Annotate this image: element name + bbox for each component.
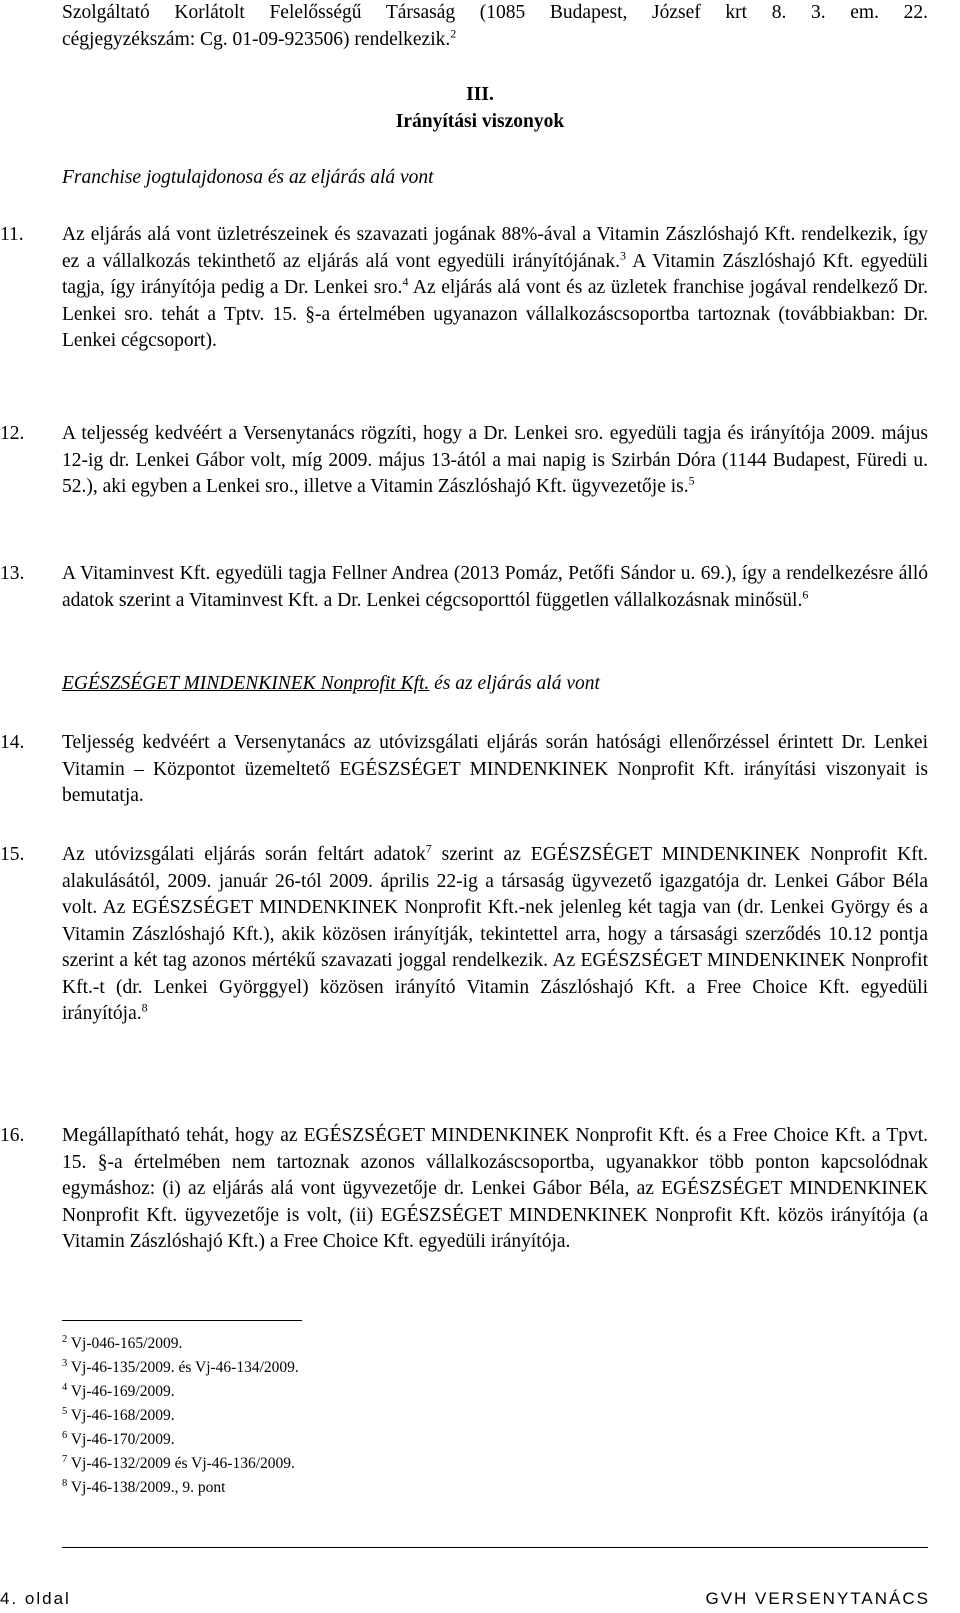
- section-title: Irányítási viszonyok: [395, 111, 565, 132]
- subheading-rest: és az eljárás alá vont: [429, 673, 600, 694]
- paragraph-number: 15.: [0, 844, 25, 865]
- footnote-text: Vj-46-170/2009.: [70, 1431, 175, 1448]
- paragraph-16: [0, 1123, 928, 1256]
- footnote-item: [62, 1356, 299, 1380]
- text-segment: A Vitaminvest Kft. egyedüli tagja Fellner Andrea (2013 Pomáz, Petőfi Sándor u. 69.), így a rendelkezésre álló adatok szerint a Vitaminvest Kft. a Dr. Lenkei cégcsoporttól független vállalkozásnak minősül.: [62, 563, 928, 611]
- footnote-ref[interactable]: 6: [802, 587, 809, 601]
- footnote-ref[interactable]: 7: [425, 841, 432, 856]
- footnote-ref[interactable]: 5: [688, 473, 695, 488]
- paragraph-body: [62, 222, 928, 355]
- paragraph-body: [62, 842, 928, 1028]
- text-segment: A Vitamin Zászlóshajó Kft. egyedüli tagja, így irányítója pedig a Dr. Lenkei sro.: [62, 250, 928, 298]
- paragraph-15: [0, 841, 928, 1028]
- footnote-ref[interactable]: 4: [402, 274, 409, 289]
- footnote-text: Vj-46-168/2009.: [70, 1407, 175, 1424]
- footnote-item: [62, 1428, 299, 1452]
- paragraph-body: Teljesség kedvéért a Versenytanács az utóvizsgálati eljárás során hatósági ellenőrzéssel érintett Dr. Lenkei Vitamin – Központot üzemeltető EGÉSZSÉGET MINDENKINEK Nonprofit Kft. irányítási viszonyait is bemutatja.: [62, 732, 928, 806]
- footnote-separator: [62, 1320, 302, 1321]
- text-segment: A teljesség kedvéért a Versenytanács rögzíti, hogy a Dr. Lenkei sro. egyedüli tagja és irányítója 2009. május 12-ig dr. Lenkei Gábor volt, míg 2009. május 13-ától a mai napig is Szirbán Dóra (1144 Budapest, Füredi u. 52.), aki egyben a Lenkei sro., illetve a Vitamin Zászlóshajó Kft. ügyvezetője is.: [62, 423, 928, 497]
- footnote-item: [62, 1404, 299, 1428]
- paragraph-body: [62, 561, 928, 614]
- paragraph-13: [0, 561, 928, 614]
- text-segment: szerint az EGÉSZSÉGET MINDENKINEK Nonprofit Kft. alakulásától, 2009. január 26-tól 2009. április 22-ig a társaság ügyvezető igazgatója dr. Lenkei Gábor Béla volt. Az EGÉSZSÉGET MINDENKINEK Nonprofit Kft.-nek jelenleg két tagja van (dr. Lenkei György és a Vitamin Zászlóshajó Kft.), akik közösen irányítják, tekintettel arra, hogy a társasági szerződés 10.12 pontja szerint a két tag azonos mértékű szavazati joggal rendelkezik. Az EGÉSZSÉGET MINDENKINEK Nonprofit Kft.-t (dr. Lenkei Györggyel) közösen irányító Vitamin Zászlóshajó Kft. a Free Choice Kft. egyedüli irányítója.: [62, 844, 928, 1024]
- footnote-ref[interactable]: 3: [619, 248, 626, 262]
- paragraph-14: [0, 730, 928, 810]
- page-number: 4. oldal: [0, 1589, 71, 1608]
- footnote-item: [62, 1332, 299, 1356]
- paragraph-number: 11.: [0, 224, 24, 245]
- footnote-text: Vj-46-138/2009., 9. pont: [70, 1479, 226, 1496]
- footnote-number: 4: [62, 1381, 68, 1393]
- paragraph-number: 14.: [0, 732, 25, 753]
- footnote-text: Vj-046-165/2009.: [70, 1335, 183, 1352]
- footnote-item: [62, 1380, 299, 1404]
- footnote-number: 5: [62, 1405, 68, 1417]
- section-number: III.: [466, 84, 494, 105]
- paragraph-number: 13.: [0, 563, 25, 584]
- subheading-egeszseget: [62, 673, 600, 695]
- footnote-text: Vj-46-169/2009.: [70, 1383, 175, 1400]
- paragraph-body: Megállapítható tehát, hogy az EGÉSZSÉGET MINDENKINEK Nonprofit Kft. és a Free Choice Kft. a Tpvt. 15. §-a értelmében nem tartoznak azonos vállalkozáscsoportba, ugyanakkor több ponton kapcsolódnak egymáshoz: (i) az eljárás alá vont ügyvezetője dr. Lenkei Gábor Béla, az EGÉSZSÉGET MINDENKINEK Nonprofit Kft. ügyvezetője is volt, (ii) EGÉSZSÉGET MINDENKINEK Nonprofit Kft. közös irányítója (a Vitamin Zászlóshajó Kft.) a Free Choice Kft. egyedüli irányítója.: [62, 1125, 928, 1252]
- paragraph-12: [0, 421, 928, 501]
- footnote-number: 8: [62, 1477, 68, 1489]
- footer-rule: [62, 1547, 928, 1548]
- footnote-text: Vj-46-132/2009 és Vj-46-136/2009.: [70, 1455, 295, 1472]
- intro-line-2: cégjegyzékszám: Cg. 01-09-923506) rendelkezik.: [62, 28, 451, 50]
- footnote-number: 2: [62, 1333, 68, 1345]
- footnote-ref[interactable]: 8: [141, 1000, 148, 1015]
- footnote-ref[interactable]: 2: [450, 26, 457, 40]
- paragraph-body: [62, 421, 928, 501]
- paragraph-number: 12.: [0, 423, 25, 444]
- footnote-list: [62, 1332, 299, 1500]
- footnote-number: 6: [62, 1429, 68, 1441]
- footer-publisher: GVH VERSENYTANÁCS: [705, 1589, 930, 1608]
- text-segment: Az eljárás alá vont és az üzletek franchise jogával rendelkező Dr. Lenkei sro. tehát a Tptv. 15. §-a értelmében ugyanazon vállalkozáscsoportba tartoznak (továbbiakban: Dr. Lenkei cégcsoport).: [62, 277, 928, 351]
- footnote-number: 3: [62, 1357, 68, 1369]
- intro-line-1: Szolgáltató Korlátolt Felelősségű Társaság (1085 Budapest, József krt 8. 3. em. 22.: [62, 2, 928, 23]
- paragraph-number: 16.: [0, 1125, 25, 1146]
- footnote-item: [62, 1476, 299, 1500]
- text-segment: Az utóvizsgálati eljárás során feltárt adatok: [62, 844, 426, 865]
- footnote-number: 7: [62, 1453, 68, 1465]
- intro-paragraph: [62, 0, 928, 53]
- paragraph-11: [0, 222, 928, 355]
- text-segment: Az eljárás alá vont üzletrészeinek és szavazati jogának 88%-ával a Vitamin Zászlóshajó Kft. rendelkezik, így ez a vállalkozás tekinthető az eljárás alá vont egyedüli irányítójának.: [62, 224, 928, 272]
- footnote-item: [62, 1452, 299, 1476]
- subheading-franchise: Franchise jogtulajdonosa és az eljárás alá vont: [62, 167, 434, 188]
- footnote-text: Vj-46-135/2009. és Vj-46-134/2009.: [70, 1359, 299, 1376]
- subheading-underlined: EGÉSZSÉGET MINDENKINEK Nonprofit Kft.: [62, 673, 430, 694]
